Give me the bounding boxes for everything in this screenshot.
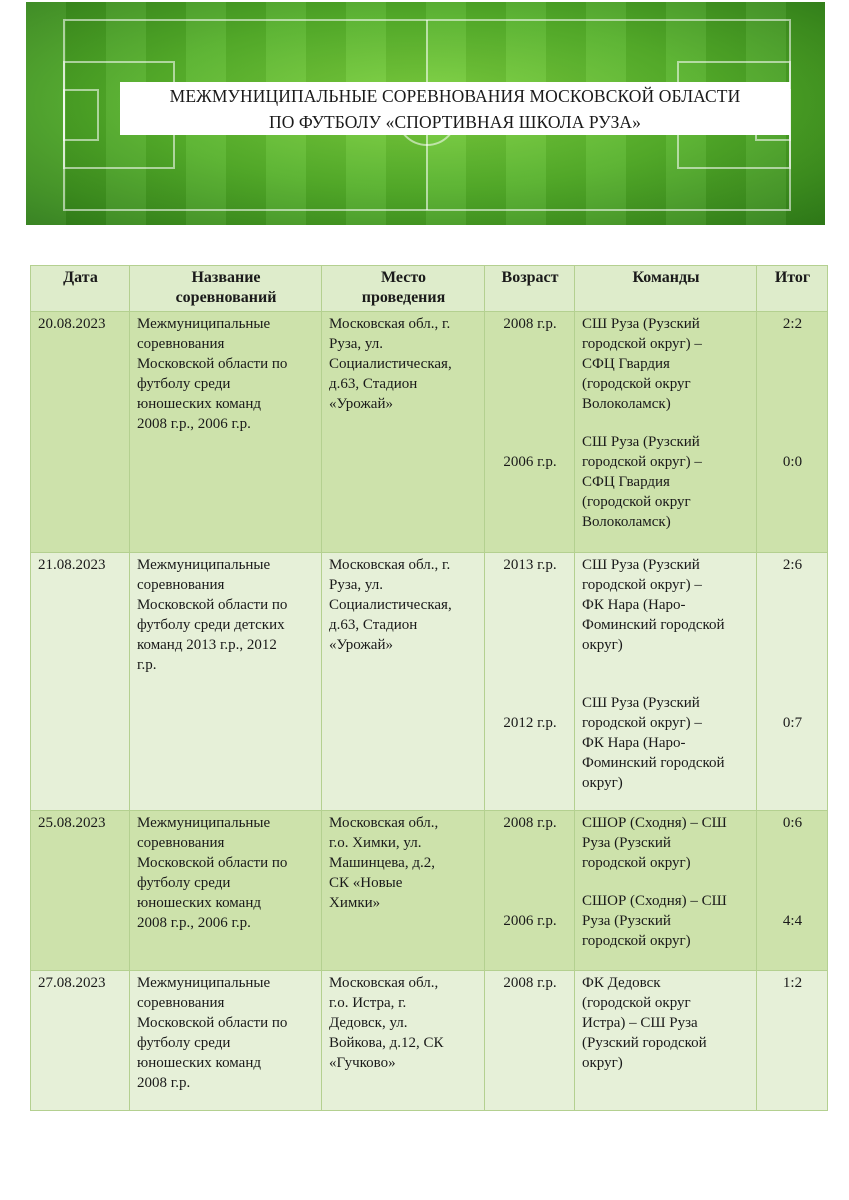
- match-teams-line: городской округ) –: [582, 336, 702, 352]
- match-teams-line: СШОР (Сходня) – СШ: [582, 893, 727, 909]
- header-teams: Команды: [575, 266, 757, 312]
- table-header-row: [31, 266, 828, 312]
- match-teams-line: СШ Руза (Рузский: [582, 316, 700, 332]
- venue-line: Химки»: [329, 895, 381, 911]
- spacer: [492, 334, 568, 452]
- name-line: соревнования: [137, 336, 225, 352]
- cell-competition-name: [130, 553, 322, 811]
- header-place: Место проведения: [322, 266, 485, 312]
- cell-age: [485, 811, 575, 971]
- match-teams-line: (городской округ: [582, 995, 691, 1011]
- name-line: Московской области по: [137, 356, 288, 372]
- name-line: футболу среди: [137, 376, 231, 392]
- name-line: футболу среди: [137, 875, 231, 891]
- match-result: 2:2: [782, 316, 803, 332]
- venue-line: «Гучково»: [329, 1055, 396, 1071]
- cell-teams: [575, 811, 757, 971]
- spacer: [764, 833, 821, 911]
- cell-result: [757, 553, 828, 811]
- venue-line: Московская обл., г.: [329, 557, 451, 573]
- match-teams-line: Волоколамск): [582, 396, 671, 412]
- name-line: Московской области по: [137, 855, 288, 871]
- table-row: [31, 971, 828, 1111]
- name-line: Московской области по: [137, 597, 288, 613]
- header-result: Итог: [757, 266, 828, 312]
- venue-line: Машинцева, д.2,: [329, 855, 435, 871]
- name-line: юношеских команд: [137, 1055, 261, 1071]
- header-name: Название соревнований: [130, 266, 322, 312]
- match-teams-line: округ): [582, 1055, 623, 1071]
- match-result: 2:6: [782, 557, 803, 573]
- match-teams-line: округ): [582, 637, 623, 653]
- name-line: 2008 г.р.: [137, 1075, 191, 1091]
- spacer: [582, 655, 750, 693]
- match-teams-line: Руза (Рузский: [582, 913, 671, 929]
- match-teams-line: городской округ) –: [582, 454, 702, 470]
- match-age: 2008 г.р.: [503, 316, 557, 332]
- cell-competition-name: [130, 811, 322, 971]
- spacer: [492, 575, 568, 713]
- venue-line: г.о. Истра, г.: [329, 995, 407, 1011]
- match-age: 2006 г.р.: [503, 913, 557, 929]
- spacer: [492, 833, 568, 911]
- cell-teams: [575, 553, 757, 811]
- match-teams-line: (городской округ: [582, 376, 691, 392]
- venue-line: д.63, Стадион: [329, 376, 418, 392]
- table-row: [31, 312, 828, 553]
- title-line-1: МЕЖМУНИЦИПАЛЬНЫЕ СОРЕВНОВАНИЯ МОСКОВСКОЙ ОБЛАСТИ: [169, 86, 741, 106]
- cell-venue: [322, 811, 485, 971]
- venue-line: д.63, Стадион: [329, 617, 418, 633]
- match-teams-line: округ): [582, 775, 623, 791]
- match-result: 0:0: [782, 454, 803, 470]
- match-result: 0:7: [782, 715, 803, 731]
- match-teams-line: Фоминский городской: [582, 755, 725, 771]
- match-teams-line: городской округ): [582, 933, 691, 949]
- match-result: 0:6: [782, 815, 803, 831]
- header-banner: [26, 2, 825, 225]
- cell-date: 21.08.2023: [31, 553, 130, 811]
- match-teams-line: Истра) – СШ Руза: [582, 1015, 698, 1031]
- match-teams-line: СФЦ Гвардия: [582, 474, 670, 490]
- cell-result: [757, 312, 828, 553]
- table-row: [31, 553, 828, 811]
- match-teams-line: СШОР (Сходня) – СШ: [582, 815, 727, 831]
- cell-date: 25.08.2023: [31, 811, 130, 971]
- match-teams-line: СШ Руза (Рузский: [582, 695, 700, 711]
- competition-title: [120, 82, 790, 135]
- cell-competition-name: [130, 312, 322, 553]
- match-age: 2006 г.р.: [503, 454, 557, 470]
- spacer: [764, 334, 821, 452]
- match-teams-line: (городской округ: [582, 494, 691, 510]
- match-teams-line: городской округ) –: [582, 715, 702, 731]
- match-teams-line: ФК Нара (Наро-: [582, 735, 686, 751]
- match-age: 2008 г.р.: [503, 975, 557, 991]
- name-line: соревнования: [137, 995, 225, 1011]
- match-teams-line: СФЦ Гвардия: [582, 356, 670, 372]
- cell-venue: [322, 312, 485, 553]
- name-line: 2008 г.р., 2006 г.р.: [137, 915, 251, 931]
- cell-competition-name: [130, 971, 322, 1111]
- venue-line: «Урожай»: [329, 396, 393, 412]
- name-line: г.р.: [137, 657, 157, 673]
- match-result: 4:4: [782, 913, 803, 929]
- cell-date: 27.08.2023: [31, 971, 130, 1111]
- cell-teams: [575, 312, 757, 553]
- name-line: Межмуниципальные: [137, 975, 271, 991]
- match-age: 2013 г.р.: [503, 557, 557, 573]
- spacer: [582, 873, 750, 891]
- venue-line: Социалистическая,: [329, 597, 452, 613]
- match-teams-line: Руза (Рузский: [582, 835, 671, 851]
- name-line: команд 2013 г.р., 2012: [137, 637, 277, 653]
- match-teams-line: СШ Руза (Рузский: [582, 434, 700, 450]
- venue-line: «Урожай»: [329, 637, 393, 653]
- match-teams-line: (Рузский городской: [582, 1035, 707, 1051]
- venue-line: Московская обл.,: [329, 975, 439, 991]
- cell-venue: [322, 553, 485, 811]
- name-line: юношеских команд: [137, 396, 261, 412]
- cell-date: 20.08.2023: [31, 312, 130, 553]
- cell-age: [485, 971, 575, 1111]
- name-line: футболу среди детских: [137, 617, 285, 633]
- match-teams-line: ФК Дедовск: [582, 975, 661, 991]
- venue-line: Руза, ул.: [329, 336, 384, 352]
- name-line: 2008 г.р., 2006 г.р.: [137, 416, 251, 432]
- match-teams-line: городской округ): [582, 855, 691, 871]
- cell-age: [485, 312, 575, 553]
- name-line: Московской области по: [137, 1015, 288, 1031]
- venue-line: г.о. Химки, ул.: [329, 835, 422, 851]
- spacer: [582, 414, 750, 432]
- title-line-2: ПО ФУТБОЛУ «СПОРТИВНАЯ ШКОЛА РУЗА»: [268, 112, 642, 132]
- name-line: Межмуниципальные: [137, 557, 271, 573]
- match-teams-line: Волоколамск): [582, 514, 671, 530]
- table-row: [31, 811, 828, 971]
- name-line: юношеских команд: [137, 895, 261, 911]
- header-date: Дата: [31, 266, 130, 312]
- match-age: 2012 г.р.: [503, 715, 557, 731]
- match-result: 1:2: [782, 975, 803, 991]
- venue-line: Войкова, д.12, СК: [329, 1035, 444, 1051]
- venue-line: Московская обл.,: [329, 815, 439, 831]
- cell-result: [757, 811, 828, 971]
- name-line: Межмуниципальные: [137, 815, 271, 831]
- match-teams-line: ФК Нара (Наро-: [582, 597, 686, 613]
- match-teams-line: Фоминский городской: [582, 617, 725, 633]
- spacer: [764, 575, 821, 713]
- cell-result: [757, 971, 828, 1111]
- cell-age: [485, 553, 575, 811]
- name-line: футболу среди: [137, 1035, 231, 1051]
- venue-line: Руза, ул.: [329, 577, 384, 593]
- match-teams-line: городской округ) –: [582, 577, 702, 593]
- venue-line: Социалистическая,: [329, 356, 452, 372]
- name-line: соревнования: [137, 835, 225, 851]
- header-age: Возраст: [485, 266, 575, 312]
- venue-line: Дедовск, ул.: [329, 1015, 408, 1031]
- cell-teams: [575, 971, 757, 1111]
- name-line: Межмуниципальные: [137, 316, 271, 332]
- cell-venue: [322, 971, 485, 1111]
- name-line: соревнования: [137, 577, 225, 593]
- match-age: 2008 г.р.: [503, 815, 557, 831]
- match-teams-line: СШ Руза (Рузский: [582, 557, 700, 573]
- venue-line: Московская обл., г.: [329, 316, 451, 332]
- venue-line: СК «Новые: [329, 875, 403, 891]
- schedule-table: [30, 265, 828, 1111]
